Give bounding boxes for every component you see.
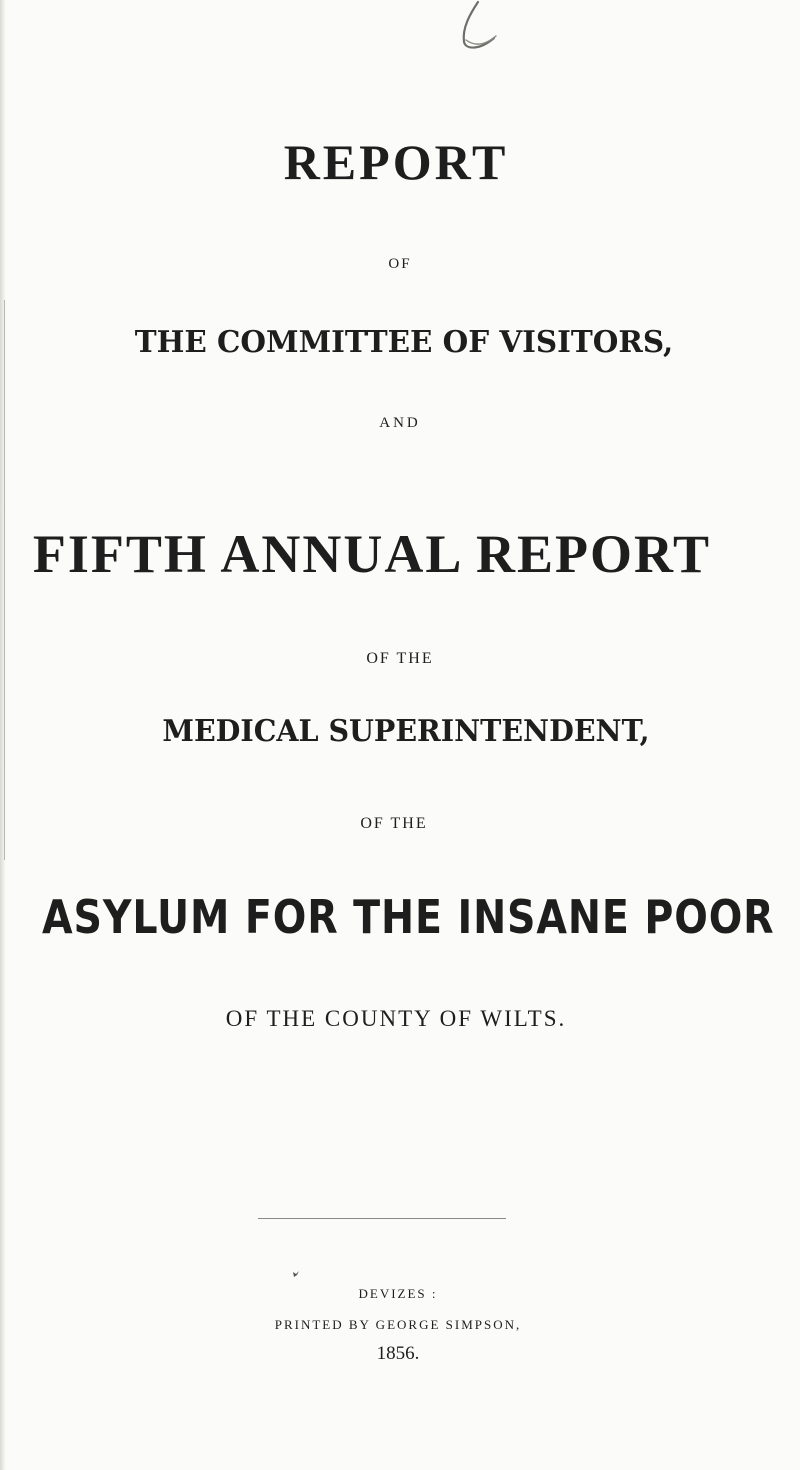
asylum-heading: ASYLUM FOR THE INSANE POOR (42, 890, 775, 944)
superintendent-heading: MEDICAL SUPERINTENDENT, (162, 714, 650, 749)
imprint-place: DEVIZES : (358, 1286, 438, 1301)
annual-report-heading: FIFTH ANNUAL REPORT (32, 524, 712, 584)
connector-and: AND (379, 415, 421, 431)
connector-of-the-2: OF THE (360, 815, 428, 832)
divider-rule (258, 1218, 506, 1219)
imprint-printer: PRINTED BY GEORGE SIMPSON, (274, 1317, 522, 1332)
connector-of: OF (388, 256, 412, 272)
ink-speck (292, 1270, 300, 1278)
pencil-annotation-mark (440, 0, 510, 70)
committee-heading: THE COMMITTEE OF VISITORS, (134, 325, 674, 360)
connector-of-the-1: OF THE (366, 650, 434, 667)
county-subheading: OF THE COUNTY OF WILTS. (225, 1006, 567, 1031)
page-title: REPORT (283, 134, 509, 190)
imprint-year: 1856. (376, 1343, 420, 1364)
binding-shadow (0, 0, 6, 1470)
